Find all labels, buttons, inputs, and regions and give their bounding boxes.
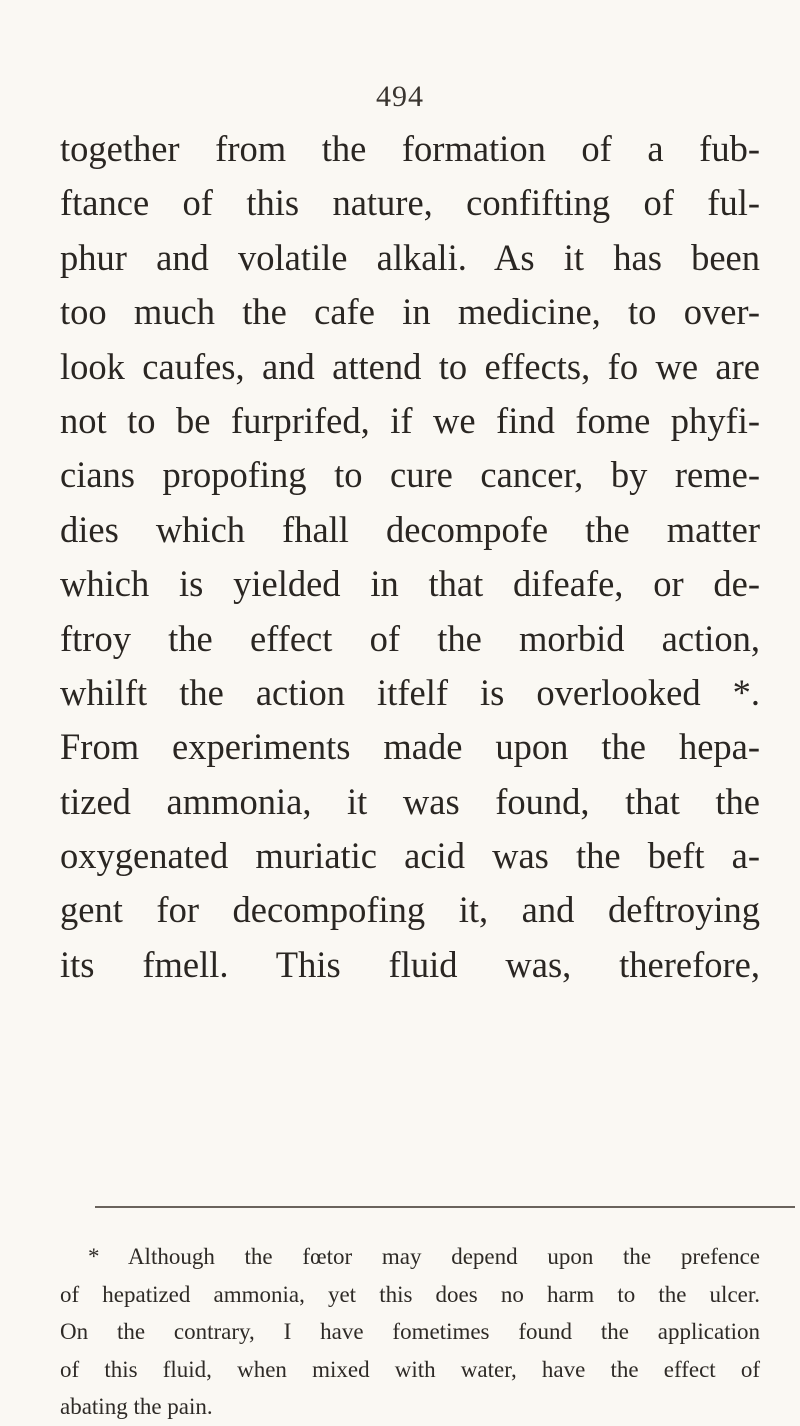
text-line: ftroy the effect of the morbid action,	[60, 617, 760, 659]
footnote	[60, 1238, 760, 1426]
text-line: whilft the action itfelf is overlooked *.	[60, 671, 760, 713]
footnote-line: On the contrary, I have fometimes found the application	[60, 1319, 760, 1344]
text-line: which is yielded in that difeafe, or de-	[60, 563, 760, 605]
text-line: dies which fhall decompofe the matter	[60, 508, 760, 550]
text-line: look caufes, and attend to effects, fo we are	[60, 345, 760, 387]
footnote-line: of this fluid, when mixed with water, have the effect of	[60, 1356, 760, 1382]
footnote-line: * Although the fœtor may depend upon the prefence	[88, 1244, 760, 1269]
main-text	[60, 122, 760, 992]
text-line: its fmell. This fluid was, therefore,	[60, 943, 760, 985]
text-line: too much the cafe in medicine, to over-	[60, 291, 760, 333]
footnote-divider	[95, 1206, 795, 1208]
text-line: not to be furprifed, if we find fome phyfi-	[60, 399, 760, 441]
text-line: cians propofing to cure cancer, by reme-	[60, 454, 760, 496]
text-line: tized ammonia, it was found, that the	[60, 780, 760, 822]
text-line: together from the formation of a fub-	[60, 128, 760, 169]
footnote-line: of hepatized ammonia, yet this does no harm to the ulcer.	[60, 1281, 760, 1307]
text-line: ftance of this nature, confifting of ful-	[60, 182, 760, 224]
page-number: 494	[376, 80, 424, 113]
text-line: gent for decompofing it, and deftroying	[60, 889, 760, 931]
text-line: oxygenated muriatic acid was the beft a-	[60, 835, 760, 877]
footnote-line: abating the pain.	[60, 1394, 213, 1419]
text-line: From experiments made upon the hepa-	[60, 726, 760, 768]
text-line: phur and volatile alkali. As it has been	[60, 236, 760, 278]
